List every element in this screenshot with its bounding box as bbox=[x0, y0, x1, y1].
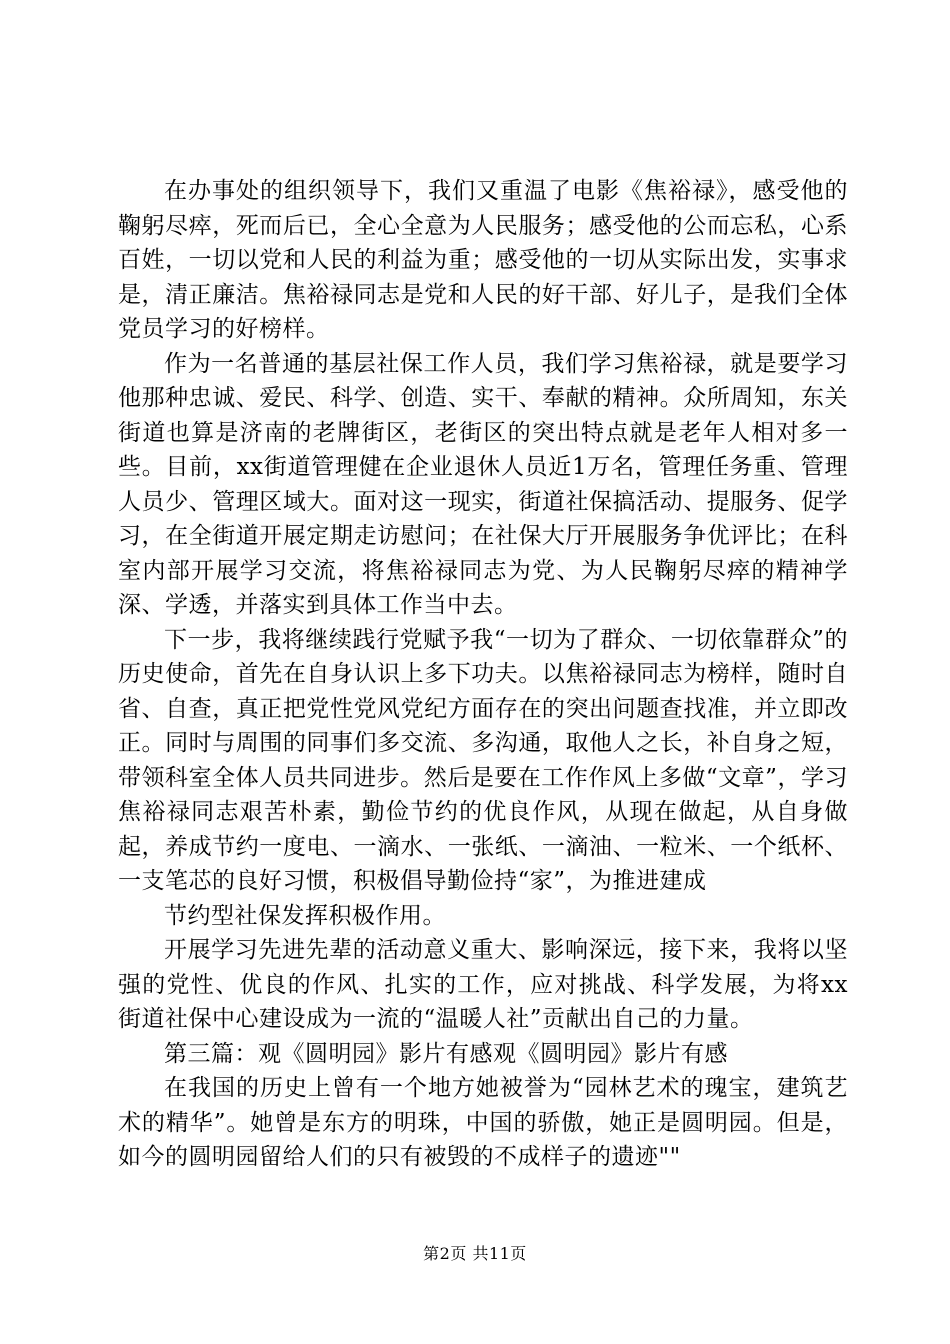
paragraph-next-steps: 下一步，我将继续践行党赋予我“一切为了群众、一切依靠群众”的历史使命，首先在自身认识上多下功夫。以焦裕禄同志为榜样，随时自省、自查，真正把党性党风党纪方面存在的突出问题查找准，并立即改正。同时与周围的同事们多交流、多沟通，取他人之长，补自身之短，带领科室全体人员共同进步。然后是要在工作作风上多做“文章”，学习焦裕禄同志艰苦朴素，勤俭节约的优良作风，从现在做起，从自身做起，养成节约一度电、一滴水、一张纸、一滴油、一粒米、一个纸杯、一支笔芯的良好习惯，积极倡导勤俭持“家”，为推进建成 bbox=[118, 626, 848, 894]
body-text bbox=[118, 174, 848, 1175]
paragraph-continuation: 节约型社保发挥积极作用。 bbox=[164, 902, 446, 929]
paragraph-yuanmingyuan: 在我国的历史上曾有一个地方她被誉为“园林艺术的瑰宝，建筑艺术的精华”。她曾是东方的明珠，中国的骄傲，她正是圆明园。但是，如今的圆明园留给人们的只有被毁的不成样子的遗迹"" bbox=[118, 1075, 848, 1170]
paragraph-conclusion: 开展学习先进先辈的活动意义重大、影响深远，接下来，我将以坚强的党性、优良的作风、扎实的工作，应对挑战、科学发展，为将xx街道社保中心建设成为一流的“温暖人社”贡献出自己的力量。 bbox=[118, 937, 848, 1032]
section-heading-third-article: 第三篇：观《圆明园》影片有感观《圆明园》影片有感 bbox=[164, 1040, 728, 1067]
paragraph-social-security-work: 作为一名普通的基层社保工作人员，我们学习焦裕禄，就是要学习他那种忠诚、爱民、科学、创造、实干、奉献的精神。众所周知，东关街道也算是济南的老牌街区，老街区的突出特点就是老年人相对多一些。目前，xx街道管理健在企业退休人员近1万名，管理任务重、管理人员少、管理区域大。面对这一现实，街道社保搞活动、提服务、促学习，在全街道开展定期走访慰问；在社保大厅开展服务争优评比；在科室内部开展学习交流，将焦裕禄同志为党、为人民鞠躬尽瘁的精神学深、学透，并落实到具体工作当中去。 bbox=[118, 350, 848, 618]
paragraph-film-jiao-yulu: 在办事处的组织领导下，我们又重温了电影《焦裕禄》，感受他的鞠躬尽瘁，死而后已，全心全意为人民服务；感受他的公而忘私，心系百姓，一切以党和人民的利益为重；感受他的一切从实际出发，实事求是，清正廉洁。焦裕禄同志是党和人民的好干部、好儿子，是我们全体党员学习的好榜样。 bbox=[118, 178, 848, 342]
page-footer: 第2页 共11页 bbox=[423, 1244, 527, 1263]
